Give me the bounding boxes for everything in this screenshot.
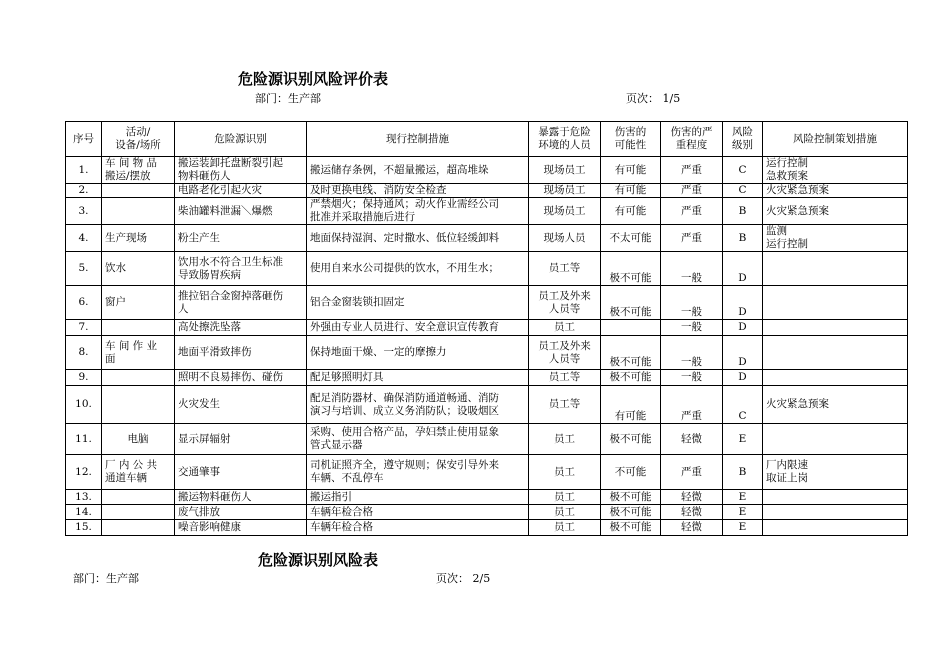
cell-level: D: [723, 320, 763, 336]
cell-severity: 轻微: [661, 520, 723, 536]
cell-activity: [102, 505, 175, 520]
header-possibility: 伤害的 可能性: [601, 122, 661, 157]
cell-no: 9.: [66, 370, 102, 386]
cell-severity: 一般: [661, 320, 723, 336]
table-row: [66, 252, 908, 286]
cell-exposed: 员工及外来 人员等: [529, 286, 601, 320]
cell-level: D: [723, 370, 763, 386]
table-row: [66, 184, 908, 198]
cell-exposed: 员工: [529, 505, 601, 520]
cell-exposed: 现场员工: [529, 157, 601, 184]
cell-activity: [102, 320, 175, 336]
cell-hazard: 照明不良易摔伤、碰伤: [175, 370, 307, 386]
cell-hazard: 地面平滑致摔伤: [175, 336, 307, 370]
table-header-row: [66, 122, 908, 157]
cell-hazard: 废气排放: [175, 505, 307, 520]
cell-activity: 车 间 作 业 面: [102, 336, 175, 370]
cell-exposed: 员工等: [529, 370, 601, 386]
table-row: [66, 370, 908, 386]
cell-possibility: 不太可能: [601, 225, 661, 252]
cell-level: E: [723, 490, 763, 505]
cell-exposed: 员工: [529, 424, 601, 455]
cell-hazard: 搬运装卸托盘断裂引起 物料砸伤人: [175, 157, 307, 184]
cell-severity: 严重: [661, 157, 723, 184]
cell-level: D: [723, 336, 763, 370]
next-page-title: 危险源识别风险表: [258, 551, 379, 569]
cell-level: B: [723, 225, 763, 252]
cell-hazard: 搬运物料砸伤人: [175, 490, 307, 505]
cell-exposed: 员工: [529, 490, 601, 505]
table-row: [66, 225, 908, 252]
cell-plan: 火灾紧急预案: [763, 386, 908, 424]
cell-activity: 生产现场: [102, 225, 175, 252]
cell-level: E: [723, 505, 763, 520]
cell-plan: 火灾紧急预案: [763, 184, 908, 198]
cell-activity: 窗户: [102, 286, 175, 320]
cell-activity: [102, 184, 175, 198]
cell-hazard: 饮用水不符合卫生标准 导致肠胃疾病: [175, 252, 307, 286]
cell-severity: 一般: [661, 286, 723, 320]
cell-control: 铝合金窗装锁扣固定: [307, 286, 529, 320]
cell-hazard: 高处擦洗坠落: [175, 320, 307, 336]
cell-plan: [763, 520, 908, 536]
cell-exposed: 现场员工: [529, 184, 601, 198]
cell-severity: 一般: [661, 370, 723, 386]
cell-possibility: 有可能: [601, 198, 661, 225]
cell-severity: 一般: [661, 336, 723, 370]
cell-possibility: 有可能: [601, 157, 661, 184]
cell-severity: 严重: [661, 225, 723, 252]
table-row: [66, 520, 908, 536]
cell-plan: [763, 490, 908, 505]
cell-activity: [102, 490, 175, 505]
cell-no: 1.: [66, 157, 102, 184]
risk-table: [65, 121, 908, 536]
department-label: 部门：生产部: [255, 92, 321, 105]
cell-no: 8.: [66, 336, 102, 370]
cell-severity: 严重: [661, 184, 723, 198]
table-row: [66, 157, 908, 184]
cell-hazard: 显示屏辐射: [175, 424, 307, 455]
cell-possibility: 极不可能: [601, 520, 661, 536]
cell-possibility: [601, 320, 661, 336]
cell-control: 车辆年检合格: [307, 520, 529, 536]
cell-possibility: 不可能: [601, 455, 661, 490]
table-row: [66, 490, 908, 505]
cell-no: 4.: [66, 225, 102, 252]
cell-no: 11.: [66, 424, 102, 455]
cell-plan: [763, 320, 908, 336]
cell-level: C: [723, 157, 763, 184]
cell-exposed: 员工: [529, 520, 601, 536]
cell-no: 6.: [66, 286, 102, 320]
cell-exposed: 员工: [529, 455, 601, 490]
cell-severity: 一般: [661, 252, 723, 286]
cell-exposed: 员工等: [529, 252, 601, 286]
cell-control: 严禁烟火；保持通风；动火作业需经公司 批准并采取措施后进行: [307, 198, 529, 225]
cell-activity: 厂 内 公 共 通道车辆: [102, 455, 175, 490]
cell-hazard: 推拉铝合金窗掉落砸伤 人: [175, 286, 307, 320]
cell-plan: [763, 336, 908, 370]
next-page-department: 部门：生产部: [73, 572, 139, 585]
cell-activity: [102, 386, 175, 424]
page-number: 页次： 1/5: [626, 92, 681, 105]
cell-severity: 轻微: [661, 490, 723, 505]
cell-plan: [763, 505, 908, 520]
cell-level: E: [723, 520, 763, 536]
table-body: [66, 157, 908, 536]
cell-plan: [763, 370, 908, 386]
cell-plan: 运行控制 急救预案: [763, 157, 908, 184]
cell-plan: [763, 252, 908, 286]
cell-no: 12.: [66, 455, 102, 490]
cell-activity: [102, 370, 175, 386]
header-no: 序号: [66, 122, 102, 157]
cell-no: 14.: [66, 505, 102, 520]
cell-exposed: 员工: [529, 320, 601, 336]
cell-possibility: 极不可能: [601, 370, 661, 386]
cell-activity: [102, 198, 175, 225]
cell-no: 3.: [66, 198, 102, 225]
header-level: 风险 级别: [723, 122, 763, 157]
cell-control: 外强由专业人员进行、安全意识宣传教育: [307, 320, 529, 336]
cell-activity: [102, 520, 175, 536]
table-row: [66, 198, 908, 225]
cell-level: D: [723, 252, 763, 286]
cell-possibility: 极不可能: [601, 424, 661, 455]
table-row: [66, 386, 908, 424]
cell-control: 配足消防器材、确保消防通道畅通、消防 演习与培训、成立义务消防队；设吸烟区: [307, 386, 529, 424]
cell-no: 13.: [66, 490, 102, 505]
cell-exposed: 现场员工: [529, 198, 601, 225]
cell-control: 司机证照齐全，遵守规则；保安引导外来 车辆、不乱停车: [307, 455, 529, 490]
cell-hazard: 粉尘产生: [175, 225, 307, 252]
cell-severity: 轻微: [661, 505, 723, 520]
cell-plan: 火灾紧急预案: [763, 198, 908, 225]
cell-level: E: [723, 424, 763, 455]
cell-possibility: 有可能: [601, 386, 661, 424]
cell-control: 地面保持湿润、定时撒水、低位轻缓卸料: [307, 225, 529, 252]
header-hazard: 危险源识别: [175, 122, 307, 157]
cell-control: 配足够照明灯具: [307, 370, 529, 386]
cell-plan: 厂内限速 取证上岗: [763, 455, 908, 490]
cell-hazard: 柴油罐料泄漏＼爆燃: [175, 198, 307, 225]
table-row: [66, 286, 908, 320]
cell-possibility: 极不可能: [601, 336, 661, 370]
cell-hazard: 电路老化引起火灾: [175, 184, 307, 198]
table-row: [66, 336, 908, 370]
table-row: [66, 455, 908, 490]
cell-plan: [763, 424, 908, 455]
cell-control: 使用自来水公司提供的饮水，不用生水；: [307, 252, 529, 286]
cell-no: 2.: [66, 184, 102, 198]
header-control: 现行控制措施: [307, 122, 529, 157]
cell-control: 及时更换电线、消防安全检查: [307, 184, 529, 198]
cell-control: 保持地面干燥、一定的摩擦力: [307, 336, 529, 370]
table-row: [66, 505, 908, 520]
table-row: [66, 424, 908, 455]
cell-severity: 严重: [661, 455, 723, 490]
cell-severity: 严重: [661, 386, 723, 424]
cell-hazard: 噪音影响健康: [175, 520, 307, 536]
cell-no: 7.: [66, 320, 102, 336]
cell-activity: 车 间 物 品 搬运/摆放: [102, 157, 175, 184]
cell-severity: 严重: [661, 198, 723, 225]
cell-control: 搬运指引: [307, 490, 529, 505]
header-activity: 活动/ 设备/场所: [102, 122, 175, 157]
cell-activity: 电脑: [102, 424, 175, 455]
cell-control: 搬运储存条例，不超量搬运，超高堆垛: [307, 157, 529, 184]
cell-no: 5.: [66, 252, 102, 286]
header-exposed: 暴露于危险 环境的人员: [529, 122, 601, 157]
cell-no: 10.: [66, 386, 102, 424]
cell-possibility: 极不可能: [601, 490, 661, 505]
cell-possibility: 极不可能: [601, 505, 661, 520]
cell-level: D: [723, 286, 763, 320]
cell-exposed: 现场人员: [529, 225, 601, 252]
cell-control: 采购、使用合格产品，孕妇禁止使用显象 管式显示器: [307, 424, 529, 455]
header-severity: 伤害的严 重程度: [661, 122, 723, 157]
table-row: [66, 320, 908, 336]
cell-possibility: 有可能: [601, 184, 661, 198]
cell-no: 15.: [66, 520, 102, 536]
cell-level: B: [723, 198, 763, 225]
cell-plan: 监测 运行控制: [763, 225, 908, 252]
cell-level: C: [723, 184, 763, 198]
cell-exposed: 员工及外来 人员等: [529, 336, 601, 370]
cell-hazard: 火灾发生: [175, 386, 307, 424]
cell-activity: 饮水: [102, 252, 175, 286]
cell-possibility: 极不可能: [601, 252, 661, 286]
header-plan: 风险控制策划措施: [763, 122, 908, 157]
cell-hazard: 交通肇事: [175, 455, 307, 490]
cell-possibility: 极不可能: [601, 286, 661, 320]
cell-plan: [763, 286, 908, 320]
next-page-number: 页次： 2/5: [436, 572, 491, 585]
cell-level: B: [723, 455, 763, 490]
document-title: 危险源识别风险评价表: [238, 70, 389, 88]
cell-control: 车辆年检合格: [307, 505, 529, 520]
cell-level: C: [723, 386, 763, 424]
cell-exposed: 员工等: [529, 386, 601, 424]
cell-severity: 轻微: [661, 424, 723, 455]
